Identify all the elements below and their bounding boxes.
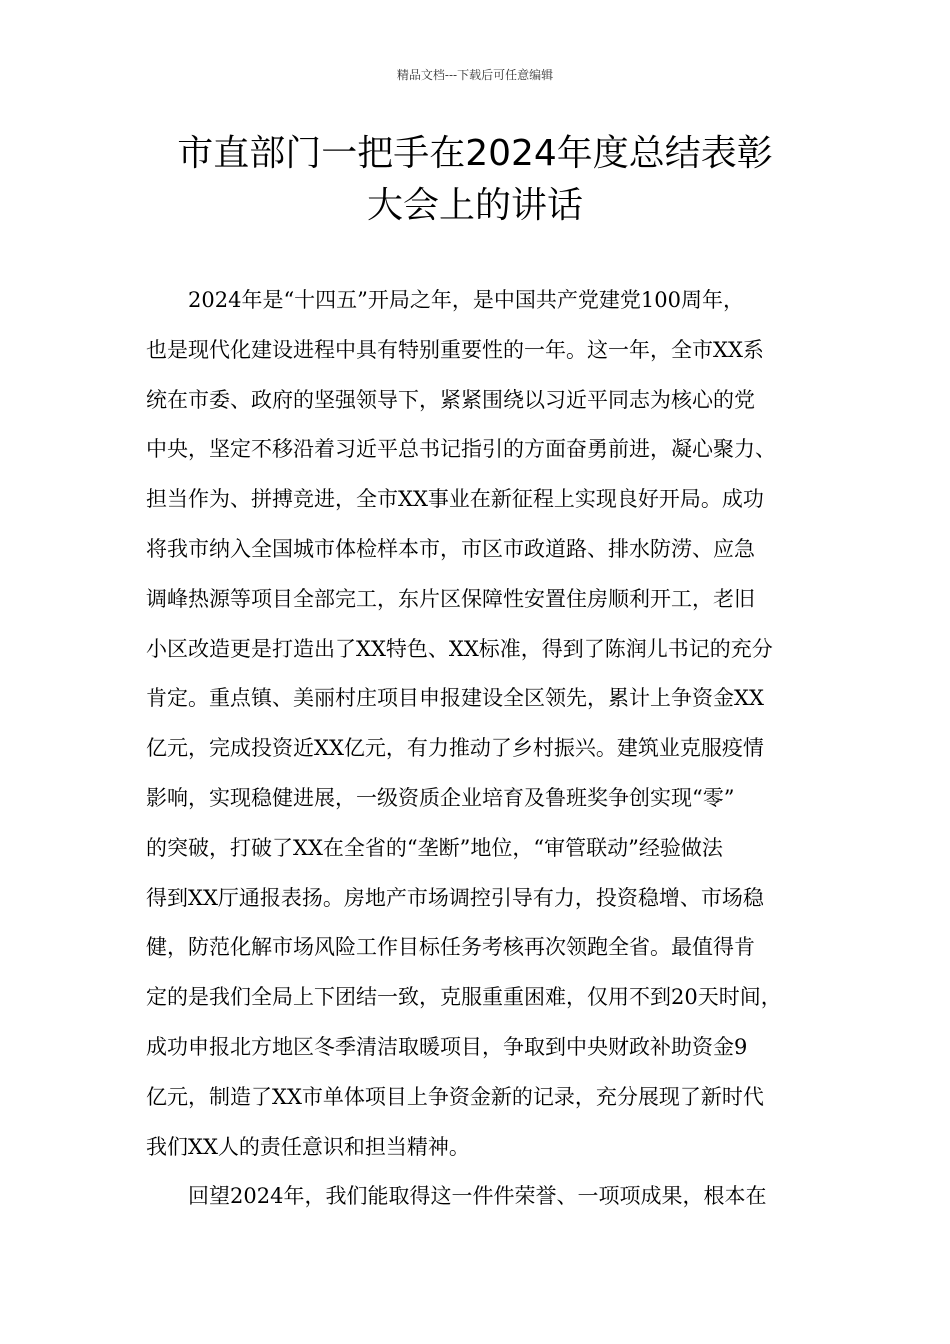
paragraph-line: 健，防范化解市场风险工作目标任务考核再次领跑全省。最值得肯 xyxy=(146,935,755,960)
title-line: 市直部门一把手在2024年度总结表彰 xyxy=(177,133,773,174)
paragraph-line: 中央，坚定不移沿着习近平总书记指引的方面奋勇前进，凝心聚力、 xyxy=(146,437,776,462)
paragraph-line: 调峰热源等项目全部完工，东片区保障性安置住房顺利开工，老旧 xyxy=(146,586,755,611)
paragraph-line: 亿元，制造了XX市单体项目上争资金新的记录，充分展现了新时代 xyxy=(146,1084,764,1109)
document-body xyxy=(146,276,830,1222)
paragraph-line: 成功申报北方地区冬季清洁取暖项目，争取到中央财政补助资金9 xyxy=(146,1034,748,1059)
paragraph-line: 肯定。重点镇、美丽村庄项目申报建设全区领先，累计上争资金XX xyxy=(146,686,764,711)
header-note: 精品文档---下载后可任意编辑 xyxy=(396,68,554,82)
paragraph-line: 担当作为、拼搏竞进，全市XX事业在新征程上实现良好开局。成功 xyxy=(146,487,764,512)
paragraph-line: 将我市纳入全国城市体检样本市，市区市政道路、排水防涝、应急 xyxy=(146,536,755,561)
paragraph-line: 统在市委、政府的坚强领导下，紧紧围绕以习近平同志为核心的党 xyxy=(146,387,755,412)
paragraph-line: 也是现代化建设进程中具有特别重要性的一年。这一年，全市XX系 xyxy=(146,337,764,362)
paragraph-line: 的突破，打破了XX在全省的“垄断”地位，“审管联动”经验做法 xyxy=(146,835,723,860)
paragraph-line: 得到XX厅通报表扬。房地产市场调控引导有力，投资稳增、市场稳 xyxy=(146,885,764,910)
paragraph-line: 2024年是“十四五”开局之年，是中国共产党建党100周年， xyxy=(188,288,744,312)
paragraph-line: 影响，实现稳健进展，一级资质企业培育及鲁班奖争创实现“零” xyxy=(146,785,735,810)
page-title xyxy=(100,128,850,232)
paragraph-line: 定的是我们全局上下团结一致，克服重重困难，仅用不到20天时间， xyxy=(146,985,782,1010)
paragraph-line: 回望2024年，我们能取得这一件件荣誉、一项项成果，根本在 xyxy=(188,1184,767,1209)
paragraph-line: 我们XX人的责任意识和担当精神。 xyxy=(146,1134,470,1159)
paragraph-line: 小区改造更是打造出了XX特色、XX标准，得到了陈润儿书记的充分 xyxy=(146,636,773,661)
title-line: 大会上的讲话 xyxy=(366,185,583,226)
paragraph-line: 亿元，完成投资近XX亿元，有力推动了乡村振兴。建筑业克服疫情 xyxy=(146,736,764,761)
